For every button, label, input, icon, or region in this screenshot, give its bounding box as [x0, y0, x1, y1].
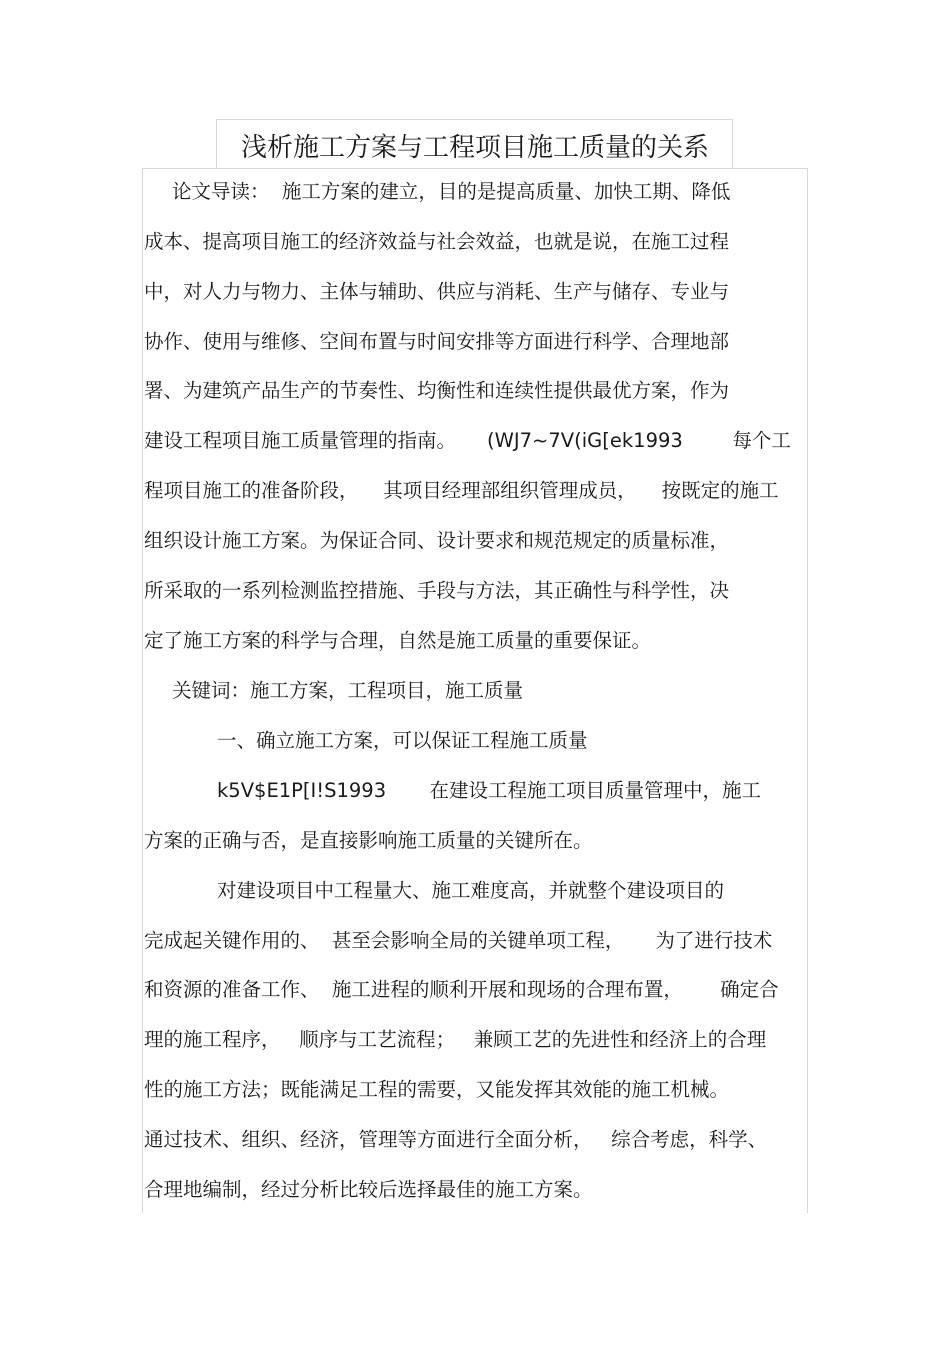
- paragraph-line: 中，对人力与物力、主体与辅助、供应与消耗、生产与储存、专业与: [144, 280, 730, 303]
- paragraph-line: 署、为建筑产品生产的节奏性、均衡性和连续性提供最优方案，作为: [144, 379, 730, 402]
- paragraph-line: 所采取的一系列检测监控措施、手段与方法，其正确性与科学性，决: [144, 579, 730, 602]
- paragraph-line: 定了施工方案的科学与合理，自然是施工质量的重要保证。: [144, 629, 652, 652]
- paragraph-line: k5V$E1P[I!S1993 在建设工程施工项目质量管理中，施工: [217, 779, 762, 802]
- paragraph-line: 理的施工程序， 顺序与工艺流程； 兼顾工艺的先进性和经济上的合理: [144, 1028, 767, 1051]
- paragraph-line: 成本、提高项目施工的经济效益与社会效益，也就是说，在施工过程: [144, 230, 730, 253]
- paragraph-line: 组织设计施工方案。为保证合同、设计要求和规范规定的质量标准，: [144, 529, 730, 552]
- paragraph-line: 通过技术、组织、经济，管理等方面进行全面分析， 综合考虑，科学、: [144, 1128, 768, 1151]
- keywords-line: 关键词：施工方案，工程项目，施工质量: [172, 679, 524, 702]
- paragraph-line: 性的施工方法；既能满足工程的需要，又能发挥其效能的施工机械。: [144, 1078, 730, 1101]
- document-title: 浅析施工方案与工程项目施工质量的关系: [240, 133, 709, 163]
- section-heading: 一、确立施工方案，可以保证工程施工质量: [217, 729, 588, 752]
- paragraph-line: 方案的正确与否，是直接影响施工质量的关键所在。: [144, 829, 593, 852]
- paragraph-line: 合理地编制，经过分析比较后选择最佳的施工方案。: [144, 1178, 593, 1201]
- paragraph-line: 论文导读： 施工方案的建立，目的是提高质量、加快工期、降低: [172, 180, 731, 203]
- paragraph-line: 完成起关键作用的、 甚至会影响全局的关键单项工程， 为了进行技术: [144, 929, 773, 952]
- paragraph-line: 程项目施工的准备阶段， 其项目经理部组织管理成员， 按既定的施工: [144, 479, 779, 502]
- paragraph-line: 和资源的准备工作、 施工进程的顺利开展和现场的合理布置， 确定合: [144, 978, 779, 1001]
- paragraph-line: 建设工程项目施工质量管理的指南。 (WJ7~7V(iG[ek1993 每个工: [144, 429, 791, 452]
- paragraph-line: 协作、使用与维修、空间布置与时间安排等方面进行科学、合理地部: [144, 330, 730, 353]
- paragraph-line: 对建设项目中工程量大、施工难度高，并就整个建设项目的: [217, 879, 725, 902]
